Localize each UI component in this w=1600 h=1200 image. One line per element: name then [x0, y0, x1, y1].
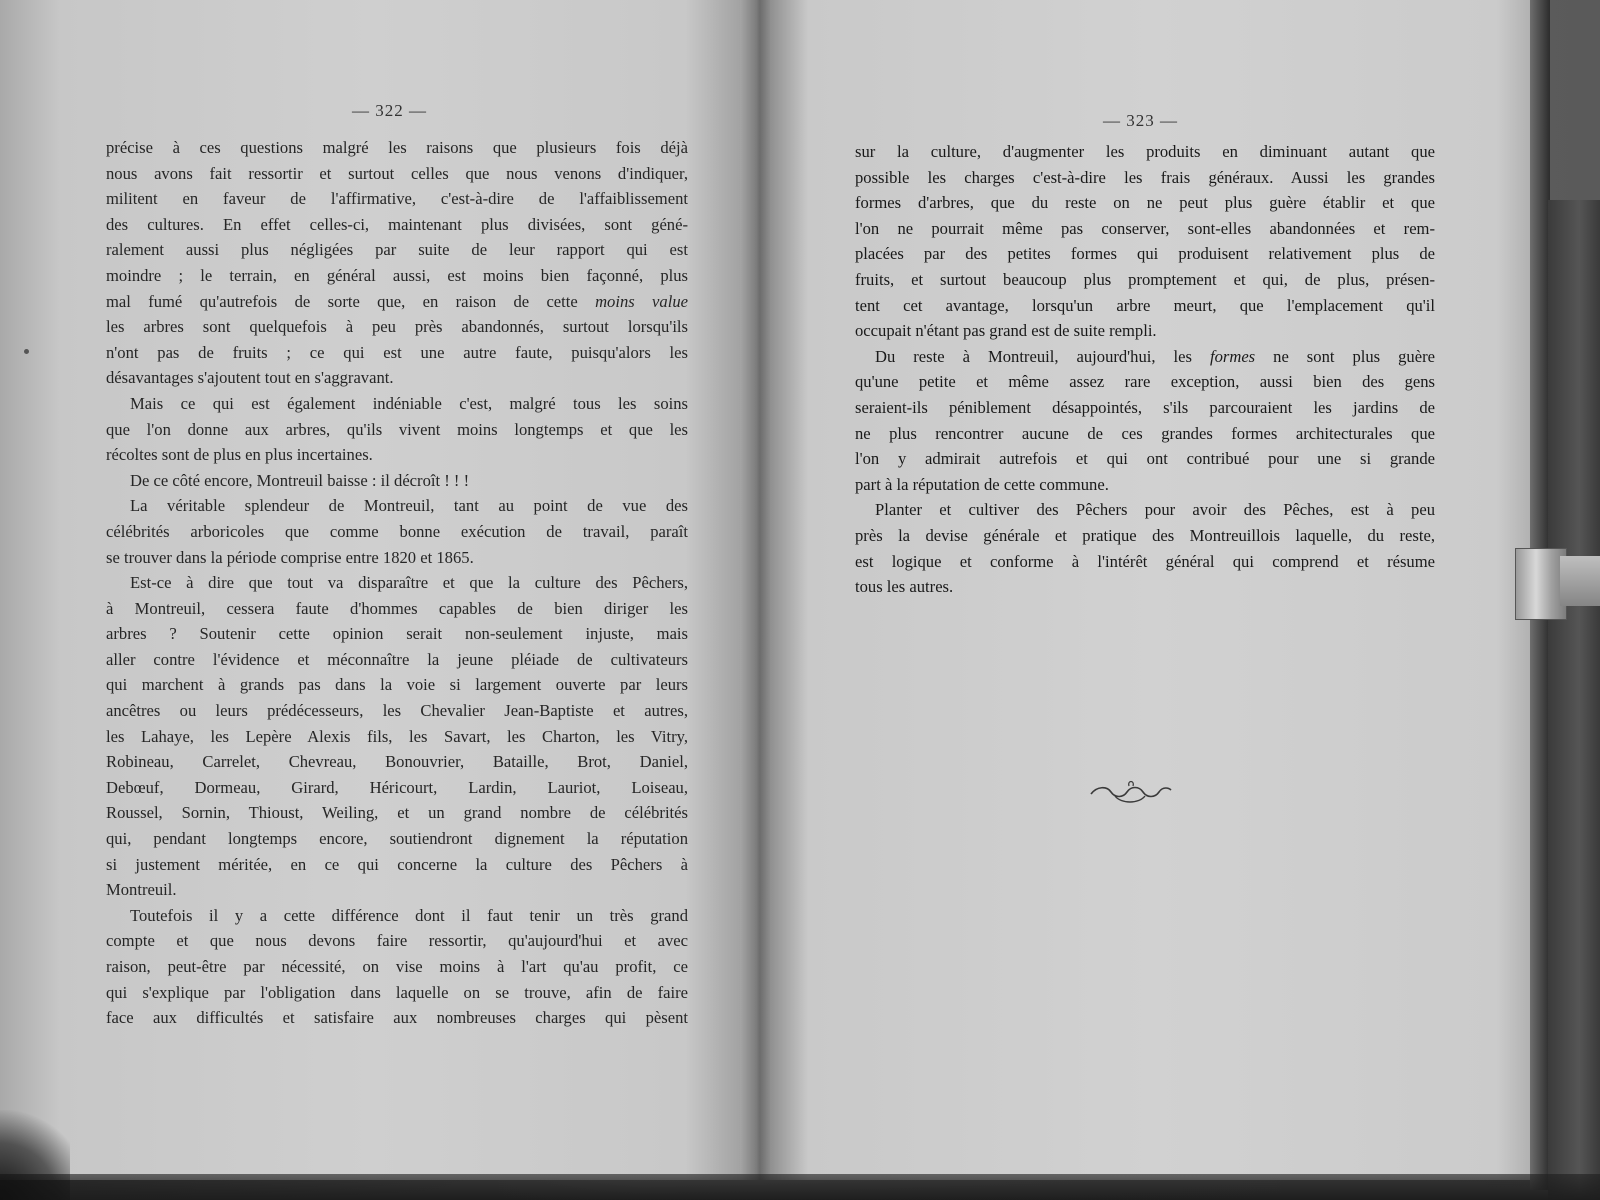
- text-line: part à la réputation de cette commune.: [855, 474, 1109, 494]
- text-line: sur la culture, d'augmenter les produits en diminuant autant que: [855, 142, 1435, 161]
- text-line: Roussel, Sornin, Thioust, Weiling, et un grand nombre de célébrités: [106, 803, 688, 823]
- text-line: n'ont pas de fruits ; ce qui est une autre faute, puisqu'alors les: [106, 342, 688, 362]
- text-line: nous avons fait ressortir et surtout celles que nous venons d'indiquer,: [106, 163, 688, 183]
- text-line: mal fumé qu'autrefois de sorte que, en raison de cette moins value: [106, 291, 688, 311]
- text-line: célébrités arboricoles que comme bonne exécution de travail, paraît: [106, 521, 688, 541]
- text-line: les Lahaye, les Lepère Alexis fils, les Savart, les Charton, les Vitry,: [106, 726, 688, 746]
- text-line: compte et que nous devons faire ressortir, qu'aujourd'hui et avec: [106, 931, 688, 951]
- text-line: qu'une petite et même assez rare exception, aussi bien des gens: [855, 372, 1435, 392]
- text-line: militent en faveur de l'affirmative, c'est-à-dire de l'affaiblissement: [106, 189, 688, 209]
- text-line: moindre ; le terrain, en général aussi, est moins bien façonné, plus: [106, 265, 688, 285]
- text-line: Planter et cultiver des Pêchers pour avoir des Pêches, est à peu: [875, 500, 1435, 520]
- text-line: fruits, et surtout beaucoup plus promptement et qui, de plus, présen-: [855, 269, 1435, 289]
- text-line: possible les charges c'est-à-dire les frais généraux. Aussi les grandes: [855, 167, 1435, 187]
- text-line: qui, pendant longtemps encore, soutiendront dignement la réputation: [106, 829, 688, 849]
- text-line: à Montreuil, cessera faute d'hommes capables de bien diriger les: [106, 598, 688, 618]
- right-page: [770, 0, 1535, 1180]
- right-page-text: [855, 139, 1435, 600]
- text-line: tous les autres.: [855, 577, 954, 597]
- text-line: que l'on donne aux arbres, qu'ils vivent moins longtemps et que les: [106, 419, 688, 439]
- text-line: Mais ce qui est également indéniable c'est, malgré tous les soins: [130, 393, 688, 413]
- text-line: précise à ces questions malgré les raisons que plusieurs fois déjà: [106, 138, 688, 157]
- bottom-shadow: [0, 1174, 1600, 1200]
- text-line: De ce côté encore, Montreuil baisse : il décroît ! ! !: [130, 470, 470, 490]
- text-line: placées par des petites formes qui produisent relativement plus de: [855, 244, 1435, 264]
- text-line: tent cet avantage, lorsqu'un arbre meurt, que l'emplacement qu'il: [855, 295, 1435, 315]
- text-line: les arbres sont quelquefois à peu près abandonnés, surtout lorsqu'ils: [106, 317, 688, 337]
- text-line: ancêtres ou leurs prédécesseurs, les Chevalier Jean-Baptiste et autres,: [106, 701, 688, 721]
- text-line: formes d'arbres, que du reste on ne peut plus guère établir et que: [855, 193, 1435, 213]
- text-line: est logique et conforme à l'intérêt général qui comprend et résume: [855, 551, 1435, 571]
- text-line: Debœuf, Dormeau, Girard, Héricourt, Lardin, Lauriot, Loiseau,: [106, 777, 688, 797]
- text-line: des cultures. En effet celles-ci, maintenant plus divisées, sont géné-: [106, 214, 688, 234]
- text-line: qui marchent à grands pas dans la voie si largement ouverte par leurs: [106, 675, 688, 695]
- text-line: Est-ce à dire que tout va disparaître et que la culture des Pêchers,: [130, 573, 688, 593]
- text-line: aller contre l'évidence et méconnaître la jeune pléiade de cultivateurs: [106, 649, 688, 669]
- text-line: ne plus rencontrer aucune de ces grandes formes architecturales que: [855, 423, 1435, 443]
- text-line: arbres ? Soutenir cette opinion serait non-seulement injuste, mais: [106, 624, 688, 644]
- text-line: raison, peut-être par nécessité, on vise moins à l'art qu'au profit, ce: [106, 957, 688, 976]
- text-line: La véritable splendeur de Montreuil, tant au point de vue des: [130, 496, 688, 516]
- text-line: face aux difficultés et satisfaire aux nombreuses charges qui pèsent: [106, 1008, 688, 1028]
- left-page: [0, 0, 745, 1180]
- margin-dot: [24, 349, 29, 354]
- text-line: Du reste à Montreuil, aujourd'hui, les formes ne sont plus guère: [875, 346, 1435, 366]
- italic-term: formes: [1209, 346, 1256, 366]
- text-line: désavantages s'ajoutent tout en s'aggravant.: [106, 368, 394, 388]
- page-number-right: — 323 —: [1103, 111, 1178, 130]
- text-line: récoltes sont de plus en plus incertaines.: [106, 445, 373, 465]
- binder-background: [1548, 200, 1600, 1200]
- text-line: occupait n'étant pas grand est de suite rempli.: [855, 321, 1157, 341]
- text-line: l'on ne pourrait même pas conserver, sont-elles abandonnées et rem-: [855, 218, 1435, 238]
- text-line: ralement aussi plus négligées par suite de leur rapport qui est: [106, 240, 688, 260]
- text-line: Toutefois il y a cette différence dont il faut tenir un très grand: [130, 905, 688, 925]
- corner-shadow: [0, 1110, 70, 1200]
- text-line: Robineau, Carrelet, Chevreau, Bonouvrier, Bataille, Brot, Daniel,: [106, 752, 688, 772]
- text-line: qui s'explique par l'obligation dans laquelle on se trouve, afin de faire: [106, 982, 688, 1002]
- fleuron-ornament-icon: [1085, 778, 1175, 808]
- left-page-text: [106, 135, 688, 1031]
- text-line: si justement méritée, en ce qui concerne la culture des Pêchers à: [106, 854, 688, 874]
- page-number-left: — 322 —: [352, 101, 427, 120]
- text-line: près la devise générale et pratique des Montreuillois laquelle, du reste,: [855, 525, 1435, 545]
- text-line: se trouver dans la période comprise entre 1820 et 1865.: [106, 547, 474, 567]
- text-line: l'on y admirait autrefois et qui ont contribué pour une si grande: [855, 449, 1435, 469]
- binder-clip-rod: [1560, 556, 1600, 606]
- italic-term: moins value: [595, 291, 688, 311]
- text-line: seraient-ils péniblement désappointés, s'ils parcouraient les jardins de: [855, 397, 1435, 417]
- text-line: Montreuil.: [106, 880, 177, 900]
